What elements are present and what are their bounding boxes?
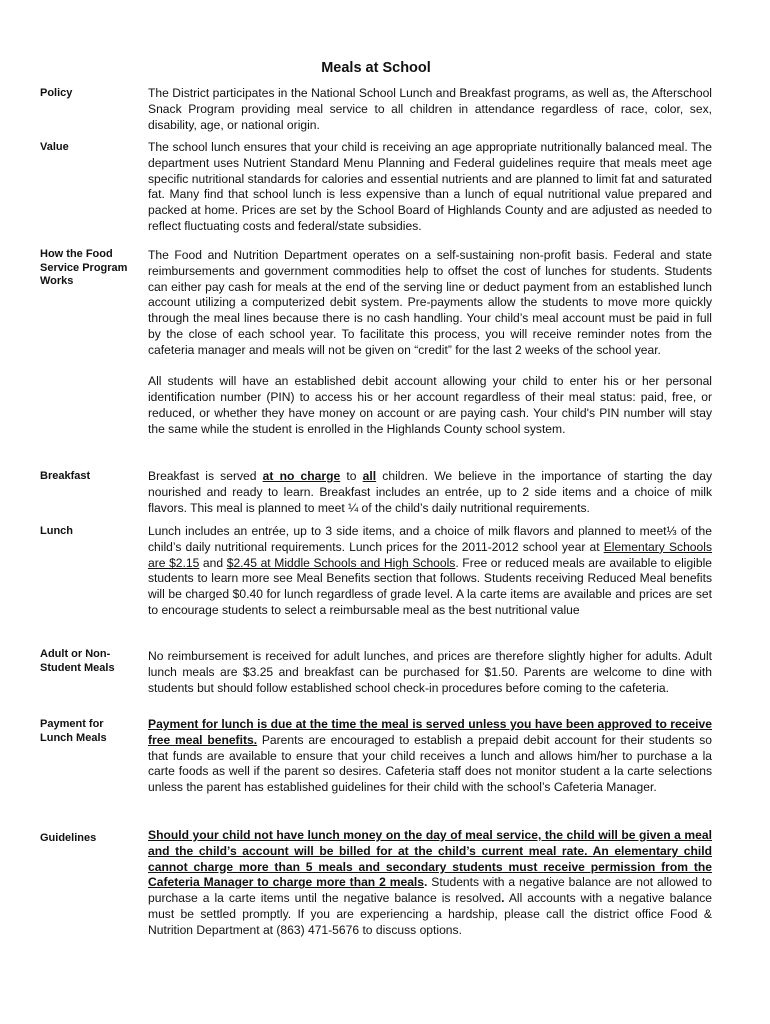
breakfast-no-charge: at no charge [262, 469, 341, 483]
section-label-how-it-works: How the Food Service Program Works [40, 248, 128, 287]
breakfast-text [148, 469, 712, 516]
section-body-payment [148, 717, 712, 796]
payment-text [148, 717, 712, 796]
section-label-policy: Policy [40, 87, 73, 99]
how-paragraph-2: All students will have an established debit account allowing your child to enter his or her personal identification number (PIN) to access his or her account regardless of their meal status: paid, free, or reduced, or whether they have money on account or are paying cash. Your child's PIN number will stay the same while the student is enrolled in the Highlands County school system. [148, 374, 712, 436]
breakfast-text-1: Breakfast is served [148, 469, 263, 483]
lunch-text [148, 524, 712, 619]
section-label-lunch: Lunch [40, 525, 73, 537]
lunch-text-3: . Free or reduced meals are available to eligible students to learn more see Meal Benefits section that follows. Students receiving Reduced Meal benefits will be charged $0.40 for lunch regardless of grade level. A la carte items are available and prices are set to encourage students to select a reimbursable meal as the best nutritional value [148, 555, 712, 617]
how-paragraph-1: The Food and Nutrition Department operates on a self-sustaining non-profit basis. Federal and state reimbursements and government commodities help to offset the cost of lunches for students. Students can either pay cash for meals at the end of the serving line or deduct payment from an established lunch account utilizing a computerized debit system. Pre-payments allow the students to move more quickly through the meal lines because there is no cash handling. Your child’s meal account must be paid in full by the close of each school year. To facilitate this process, you will receive reminder notes from the cafeteria manager and meals will not be given on “credit” for the last 2 weeks of the school year. [148, 248, 712, 357]
guidelines-period-2: . [501, 891, 505, 906]
section-body-guidelines [148, 828, 712, 939]
section-label-adult-meals: Adult or Non-Student Meals [40, 648, 115, 674]
payment-text-rest: Parents are encouraged to establish a prepaid debit account for their students so that funds are available to ensure that your child receives a lunch and allows him/her to purchase a la carte foods as well if the parent so desires. Cafeteria staff does not monitor student a la carte selections unless the parent has established guidelines for their child with the school’s Cafeteria Manager. [148, 732, 712, 795]
lunch-secondary-price: $2.45 at Middle Schools and High Schools [226, 555, 456, 570]
guidelines-text [148, 828, 712, 939]
payment-due-notice: Payment for lunch is due at the time the meal is served unless you have been approved to receive free meal benefits. [148, 717, 712, 747]
breakfast-all: all [362, 469, 377, 483]
breakfast-text-2: to [340, 469, 363, 483]
section-label-breakfast: Breakfast [40, 470, 91, 482]
section-body-lunch [148, 524, 712, 619]
page-title: Meals at School [321, 60, 431, 76]
section-label-value: Value [40, 141, 69, 153]
lunch-text-1: Lunch includes an entrée, up to 3 side items, and a choice of milk flavors and planned to meet⅓ of the child’s daily nutritional requirements. Lunch prices for the 2011-2012 school year at [148, 524, 712, 554]
lunch-elementary-price: Elementary Schools are $2.15 [148, 539, 712, 570]
breakfast-text-3: children. We believe in the importance of starting the day nourished and ready to learn. Breakfast includes an entrée, up to 2 side items and a choice of milk flavors. This meal is planned to meet ¼ of the child’s daily nutritional requirements. [148, 469, 712, 515]
section-body-how-it-works [148, 248, 712, 438]
policy-text: The District participates in the National School Lunch and Breakfast programs, as well as, the Afterschool Snack Program providing meal service to all children in attendance regardless of race, color, sex, disability, age, or national origin. [148, 86, 712, 132]
section-label-payment: Payment for Lunch Meals [40, 718, 107, 744]
lunch-text-2: and [199, 555, 227, 570]
adult-text: No reimbursement is received for adult lunches, and prices are therefore slightly higher for adults. Adult lunch meals are $3.25 and breakfast can be purchased for $1.50. Parents are welcome to dine with students but should follow established school check-in procedures before coming to the cafeteria. [148, 649, 712, 695]
guidelines-text-1: Students with a negative balance are not allowed to purchase a la carte items until the negative balance is resolved [148, 875, 712, 906]
section-body-policy [148, 86, 712, 133]
section-body-breakfast [148, 469, 712, 516]
guidelines-charge-notice: Should your child not have lunch money on the day of meal service, the child will be given a meal and the child’s account will be billed for at the child’s current meal rate. An elementary child cannot charge more than 5 meals and secondary students must receive permission from the Cafeteria Manager to charge more than 2 meals [148, 828, 712, 890]
section-body-adult-meals [148, 649, 712, 696]
guidelines-text-2: All accounts with a negative balance must be settled promptly. If you are experiencing a hardship, please call the district office Food & Nutrition Department at (863) 471-5676 to discuss options. [148, 891, 712, 937]
section-label-guidelines: Guidelines [40, 832, 97, 844]
section-body-value [148, 140, 712, 235]
value-text: The school lunch ensures that your child is receiving an age appropriate nutritionally balanced meal. The department uses Nutrient Standard Menu Planning and Federal guidelines require that meals meet age specific nutritional standards for calories and essential nutrients and are planned to limit fat and saturated fat. Many find that school lunch is less expensive than a lunch of equal nutritional value prepared and packed at home. Prices are set by the School Board of Highlands County and are adjusted as needed to reflect fluctuating costs and federal/state subsidies. [148, 140, 712, 233]
guidelines-period-1: . [424, 875, 428, 890]
